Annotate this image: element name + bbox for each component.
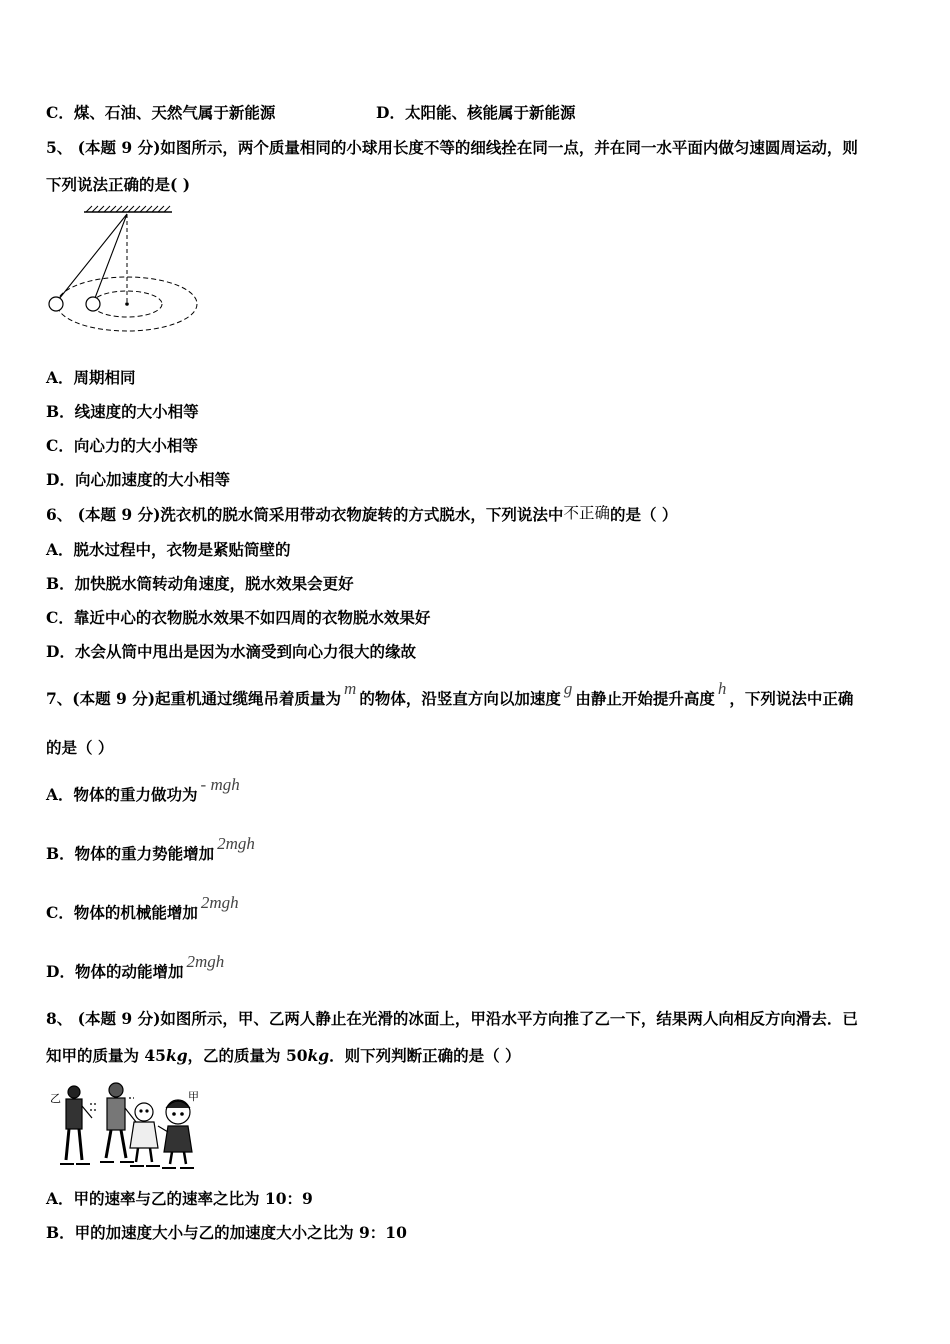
q4-option-d: D．太阳能、核能属于新能源 (376, 103, 576, 122)
ball-outer (49, 297, 63, 311)
q8-stem-line1: 8、 (本题 9 分)如图所示，甲、乙两人静止在光滑的冰面上，甲沿水平方向推了乙一下，结果两人向相反方向滑去．已 (46, 1009, 858, 1028)
q7-stem-line2: 的是（ ） (46, 738, 114, 757)
label-jia: 甲 (188, 1090, 199, 1103)
label-yi: 乙 (50, 1092, 61, 1105)
symbol-g: g (563, 679, 573, 698)
q5-stem-line1: 5、 (本题 9 分)如图所示，两个质量相同的小球用长度不等的细线拴在同一点，并在同一水平面内做匀速圆周运动，则 (46, 138, 858, 157)
q4-option-c: C．煤、石油、天然气属于新能源 (46, 103, 276, 122)
q5-stem-line2: 下列说法正确的是( ) (46, 175, 191, 194)
q6-option-a: A．脱水过程中，衣物是紧贴筒壁的 (46, 540, 291, 559)
skater-middle (100, 1083, 136, 1162)
q6-option-c: C．靠近中心的衣物脱水效果不如四周的衣物脱水效果好 (46, 608, 431, 627)
skater-jia (158, 1100, 194, 1168)
q8-option-b: B．甲的加速度大小与乙的加速度大小之比为 9：10 (46, 1223, 407, 1242)
q8-stem-line2: 知甲的质量为 45kg，乙的质量为 50kg．则下列判断正确的是（ ） (46, 1046, 521, 1065)
ceiling-support (84, 206, 172, 212)
unit-kg: kg (307, 1046, 330, 1065)
q5-option-a: A．周期相同 (46, 368, 136, 387)
symbol-m: m (344, 679, 357, 698)
long-string (59, 214, 127, 299)
q6-option-b: B．加快脱水筒转动角速度，脱水效果会更好 (46, 574, 354, 593)
q7-option-b-formula: 2mgh (217, 834, 255, 853)
q7-option-b: B．物体的重力势能增加2mgh (46, 834, 255, 863)
q6-emphasis: 不正确 (563, 504, 610, 522)
q5-option-c: C．向心力的大小相等 (46, 436, 198, 455)
q7-option-c: C．物体的机械能增加2mgh (46, 893, 239, 922)
q6-stem: 6、 (本题 9 分)洗衣机的脱水筒采用带动衣物旋转的方式脱水，下列说法中不正确的是（ ） (46, 504, 678, 524)
q8-option-a: A．甲的速率与乙的速率之比为 10：9 (46, 1189, 313, 1208)
conical-pendulum-figure (44, 204, 204, 336)
q5-option-b: B．线速度的大小相等 (46, 402, 199, 421)
ball-inner (86, 297, 100, 311)
q6-option-d: D．水会从筒中甩出是因为水滴受到向心力很大的缘故 (46, 642, 416, 661)
unit-kg: kg (165, 1046, 188, 1065)
q7-option-a-formula: - mgh (200, 775, 240, 794)
skater-yi (60, 1086, 98, 1164)
q7-stem-line1: 7、(本题 9 分)起重机通过缆绳吊着质量为m的物体，沿竖直方向以加速度g由静止开始提升高度h，下列说法中正确 (46, 679, 854, 708)
skater-child (130, 1103, 160, 1166)
ice-skaters-figure (44, 1078, 208, 1172)
symbol-h: h (717, 679, 727, 698)
q7-option-d-formula: 2mgh (186, 952, 225, 971)
short-string (95, 214, 127, 298)
q7-option-a: A．物体的重力做功为- mgh (46, 775, 240, 804)
q7-option-d: D．物体的动能增加2mgh (46, 952, 225, 981)
q5-option-d: D．向心加速度的大小相等 (46, 470, 230, 489)
orbit-center (125, 302, 129, 306)
q7-option-c-formula: 2mgh (200, 893, 239, 912)
